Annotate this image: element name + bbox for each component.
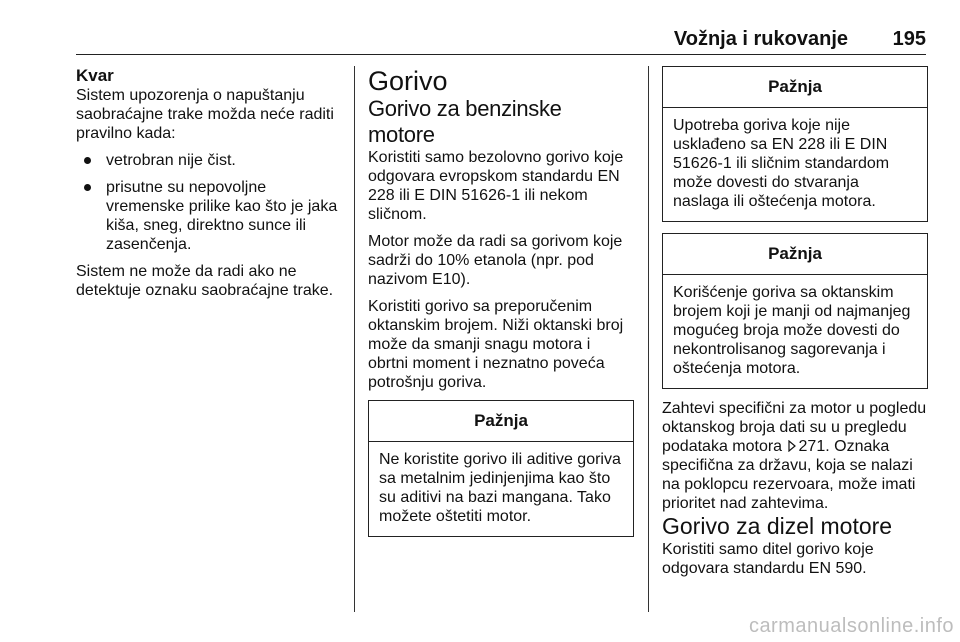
column-divider-1: [354, 66, 355, 612]
page-header: [76, 26, 926, 52]
notice-body: Korišćenje goriva sa oktanskim brojem koji je manji od najmanjeg mogućeg broja može dovesti do nekontrolisanog sagorevanja i oštećenja motora.: [673, 284, 911, 377]
notice-box: [662, 66, 928, 222]
bullet-icon: [84, 157, 91, 164]
intro-paragraph: Sistem upozorenja o napuštanju saobraćajne trake možda neće raditi pravilno kada:: [76, 87, 334, 142]
notice-title: Pažnja: [663, 67, 927, 108]
page-reference-icon: [787, 440, 797, 452]
paragraph: Koristiti samo bezolovno gorivo koje odgovara evropskom standardu EN 228 ili E DIN 51626-1 ili nekom sličnom.: [368, 149, 624, 223]
column-3: [662, 66, 928, 578]
subsection-title-dizel: Gorivo za dizel motore: [662, 513, 893, 539]
notice-title: Pažnja: [663, 234, 927, 275]
notice-box: [368, 400, 634, 537]
chapter-title: Vožnja i rukovanje: [673, 28, 848, 50]
notice-title: Pažnja: [369, 401, 633, 442]
list-item: vetrobran nije čist.: [76, 151, 342, 170]
section-title-gorivo: Gorivo: [368, 66, 448, 96]
column-divider-2: [648, 66, 649, 612]
outro-paragraph: Sistem ne može da radi ako ne detektuje oznaku saobraćajne trake.: [76, 263, 334, 299]
page-reference[interactable]: 271: [798, 438, 826, 455]
notice-body: Upotreba goriva koje nije usklađeno sa EN 228 ili E DIN 51626-1 ili sličnim standardom može dovesti do stvaranja naslaga ili oštećenja motora.: [673, 117, 890, 210]
subsection-title-benzin: Gorivo za benzinske motore: [368, 96, 562, 147]
column-1: [76, 66, 342, 300]
bullet-icon: [84, 184, 91, 191]
section-heading-kvar: Kvar: [76, 66, 114, 85]
header-rule: [76, 54, 926, 55]
condition-list: [76, 151, 342, 254]
column-2: [368, 66, 634, 537]
page-number: 195: [892, 28, 926, 50]
engine-requirements-paragraph: Zahtevi specifični za motor u pogledu oktanskog broja dati su u pregledu podataka motora 271. Oznaka specifična za državu, koja se nalazi na poklopcu rezervoara, može imati prioritet nad zahtevima.: [662, 400, 927, 512]
paragraph: Koristiti samo ditel gorivo koje odgovara standardu EN 590.: [662, 541, 874, 577]
notice-body: Ne koristite gorivo ili aditive goriva sa metalnim jedinjenjima kao što su aditivi na bazi mangana. Tako možete oštetiti motor.: [379, 451, 621, 525]
notice-box: [662, 233, 928, 389]
paragraph: Motor može da radi sa gorivom koje sadrži do 10% etanola (npr. pod nazivom E10).: [368, 233, 623, 288]
paragraph: Koristiti gorivo sa preporučenim oktanskim brojem. Niži oktanski broj može da smanji snagu motora i obrtni moment i neznatno poveća potrošnju goriva.: [368, 298, 624, 391]
watermark: carmanualsonline.info: [748, 615, 954, 637]
list-item: prisutne su nepovoljne vremenske prilike kao što je jaka kiša, sneg, direktno sunce ili zasenčenja.: [76, 178, 342, 254]
